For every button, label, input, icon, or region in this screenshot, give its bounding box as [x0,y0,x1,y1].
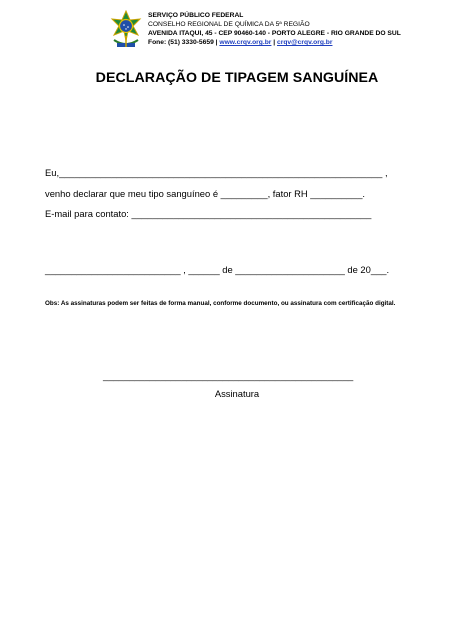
brazil-coat-of-arms-icon [108,10,144,50]
name-line: Eu,______________________________________________________________ , [45,167,388,178]
signature-label: Assinatura [214,388,260,399]
letterhead-text [148,11,401,47]
document-title: DECLARAÇÃO DE TIPAGEM SANGUÍNEA [95,70,379,86]
contact-line [148,38,401,47]
address: AVENIDA ITAQUI, 45 - CEP 90460-140 - PORTO ALEGRE - RIO GRANDE DO SUL [148,30,401,38]
contact-separator: | [273,39,276,47]
place-date-line: __________________________ , ______ de _____________________ de 20___. [45,264,390,275]
service-label: SERVIÇO PÚBLICO FEDERAL [148,12,244,19]
blood-type-line: venho declarar que meu tipo sanguíneo é _________, fator RH __________. [45,188,366,199]
signature-line: ________________________________________________ [103,370,354,381]
observation-note: Obs: As assinaturas podem ser feitas de forma manual, conforme documento, ou assinatura com certificação digital. [45,300,396,307]
phone: Fone: (51) 3330-5659 | [148,39,218,47]
website-link[interactable]: www.crqv.org.br [219,39,272,47]
letterhead [108,10,448,54]
email-contact-line: E-mail para contato: ______________________________________________ [45,208,372,219]
council-name: CONSELHO REGIONAL DE QUÍMICA DA 5ª REGIÃO [148,21,310,29]
email-link[interactable]: crqv@crqv.org.br [277,39,333,47]
